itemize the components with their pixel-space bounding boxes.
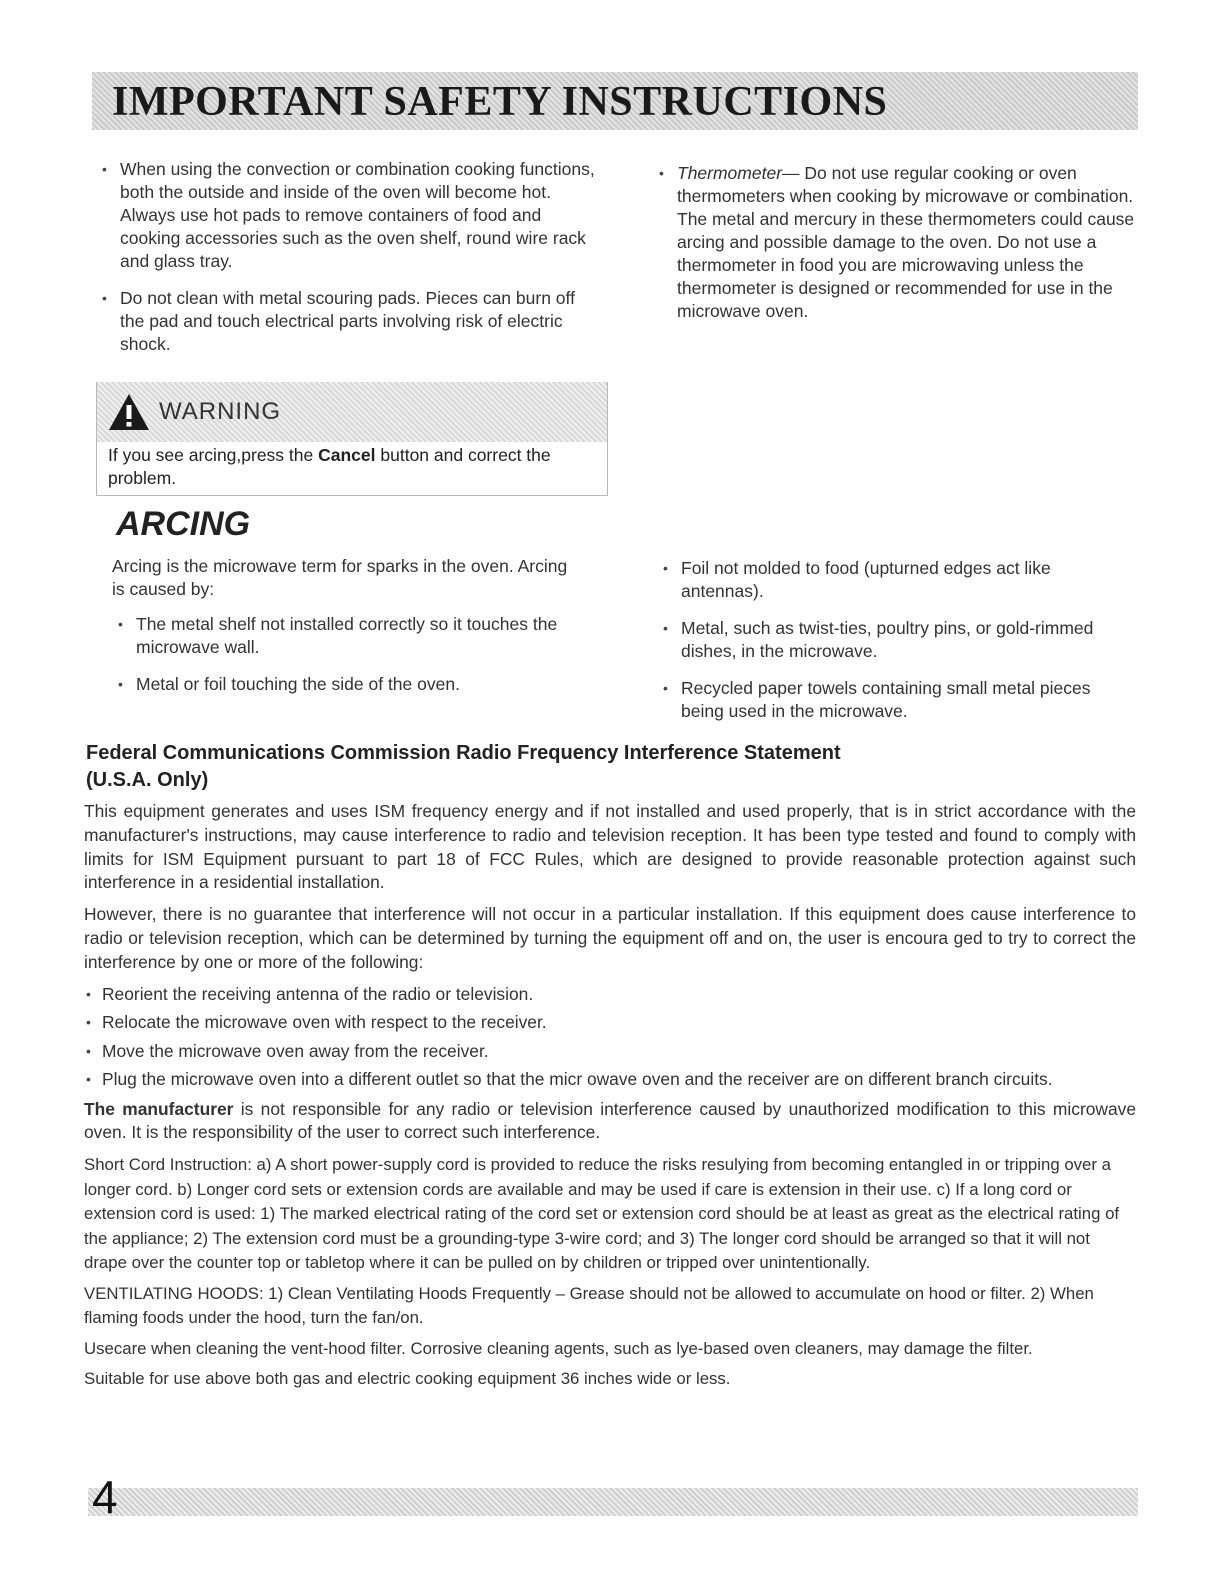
arcing-left-list: [112, 613, 582, 696]
footer-bar: [88, 1488, 1138, 1516]
fcc-remedies-list: [84, 983, 1136, 1092]
fcc-paragraph-1: This equipment generates and uses ISM frequency energy and if not installed and used properly, that is in strict accordance with the manufacturer's instructions, may cause interference to radio and television reception. It has been type tested and found to comply with limits for ISM Equipment pursuant to part 18 of FCC Rules, which are designed to provide reasonable protection against such interference in a residential installation.: [84, 801, 1136, 893]
safety-item-thermometer: [655, 162, 1145, 323]
cancel-button-name: Cancel: [318, 445, 376, 465]
usecare-note: Usecare when cleaning the vent-hood filter. Corrosive cleaning agents, such as lye-based oven cleaners, may damage the filter.: [84, 1338, 1033, 1358]
arcing-item-foil-side: • Metal or foil touching the side of the oven.: [114, 673, 582, 696]
safety-item-convection: • When using the convection or combination cooking functions, both the outside and inside of the oven will become hot. Always use hot pads to remove containers of food and cooking accessories such as the oven shelf, round wire rack and glass tray.: [98, 158, 598, 273]
warning-header: [97, 382, 607, 442]
warning-text-before: If you see arcing,press the: [108, 445, 319, 465]
ventilating-hoods: VENTILATING HOODS: 1) Clean Ventilating Hoods Frequently – Grease should not be allowed to accumulate on hood or filter. 2) When flaming foods under the hood, turn the fan/on.: [84, 1283, 1094, 1328]
safety-left-list: [98, 158, 598, 356]
fcc-title-line1: Federal Communications Commission Radio Frequency Interference Statement: [86, 742, 841, 764]
safety-item-scouring-pads: • Do not clean with metal scouring pads. Pieces can burn off the pad and touch electrical parts involving risk of electric shock.: [98, 287, 598, 356]
arcing-item-shelf: • The metal shelf not installed correctly so it touches the microwave wall.: [114, 613, 582, 659]
arcing-item-foil-molded: • Foil not molded to food (upturned edges act like antennas).: [659, 557, 1099, 603]
arcing-item-paper-towels: • Recycled paper towels containing small metal pieces being used in the microwave.: [659, 677, 1099, 723]
fcc-title: [86, 740, 1146, 794]
header-banner: [92, 72, 1138, 130]
fcc-item-reorient: • Reorient the receiving antenna of the radio or television.: [84, 983, 1136, 1007]
suitable-note: Suitable for use above both gas and electric cooking equipment 36 inches wide or less.: [84, 1369, 731, 1389]
warning-box: [96, 382, 608, 496]
warning-triangle-icon: [107, 392, 151, 432]
arcing-left-column: [112, 555, 582, 710]
safety-right-column: [655, 162, 1145, 337]
page-title: IMPORTANT SAFETY INSTRUCTIONS: [112, 79, 888, 125]
manufacturer-label: The manufacturer: [84, 1098, 234, 1119]
safety-left-column: [98, 158, 598, 370]
safety-right-list: [655, 162, 1145, 323]
fcc-paragraph-2: However, there is no guarantee that interference will not occur in a particular installation. If this equipment does cause interference to radio or television reception, which can be determined by turning the equipment off and on, the user is encoura ged to try to correct the interference by one or more of the following:: [84, 904, 1136, 972]
warning-title: WARNING: [159, 398, 282, 425]
thermometer-term: Thermometer—: [677, 163, 800, 183]
fcc-title-line2: (U.S.A. Only): [86, 769, 209, 791]
fcc-body: [84, 800, 1136, 1398]
fcc-item-outlet: • Plug the microwave oven into a different outlet so that the micr owave oven and the receiver are on different branch circuits.: [84, 1068, 1136, 1092]
page-number: 4: [92, 1471, 118, 1523]
arcing-right-column: [659, 557, 1099, 737]
fcc-item-relocate: • Relocate the microwave oven with respect to the receiver.: [84, 1011, 1136, 1035]
warning-text-after: button and correct the problem.: [108, 445, 551, 488]
fcc-item-move: • Move the microwave oven away from the receiver.: [84, 1040, 1136, 1064]
short-cord-instruction: Short Cord Instruction: a) A short power-supply cord is provided to reduce the risks resulying from becoming entangled in or tripping over a longer cord. b) Longer cord sets or extension cords are available and may be used if care is extension in their use. c) If a long cord or extension cord is used: 1) The marked electrical rating of the cord set or extension cord should be at least as great as the electrical rating of the appliance; 2) The extension cord must be a grounding-type 3-wire cord; and 3) The longer cord should be arranged so that it will not drape over the counter top or tabletop where it can be pulled on by children or tripped over unintentionally.: [84, 1155, 1120, 1273]
arcing-right-list: [659, 557, 1099, 723]
manufacturer-text: is not responsible for any radio or television interference caused by unauthorized modification to this microwave oven. It is the responsibility of the user to correct such interference.: [84, 1098, 1137, 1143]
manufacturer-paragraph: [84, 1098, 1136, 1146]
arcing-item-metal: • Metal, such as twist-ties, poultry pins, or gold-rimmed dishes, in the microwave.: [659, 617, 1099, 663]
arcing-title: ARCING: [116, 505, 251, 543]
warning-text: [108, 444, 598, 490]
arcing-intro: Arcing is the microwave term for sparks in the oven. Arcing is caused by:: [112, 556, 568, 599]
thermometer-text: Do not use regular cooking or oven thermometers when cooking by microwave or combination. The metal and mercury in these thermometers could cause arcing and possible damage to the oven. Do not use a thermometer in food you are microwaving unless the thermometer is designed or recommended for use in the microwave oven.: [677, 163, 1135, 321]
